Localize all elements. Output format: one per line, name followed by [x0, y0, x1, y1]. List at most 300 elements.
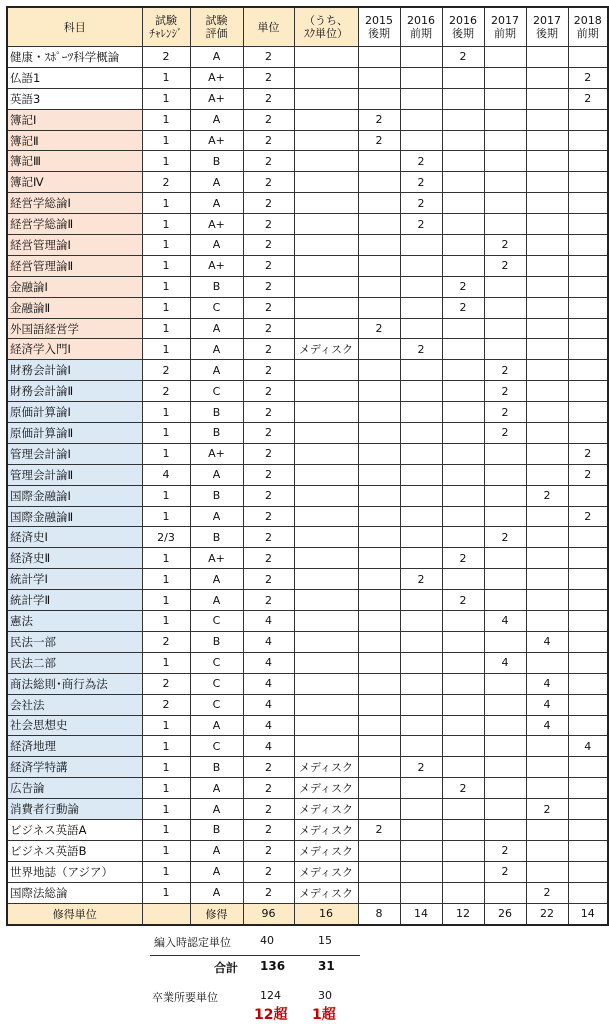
table-row [7, 548, 608, 569]
schooling-cell [294, 276, 358, 297]
table-row [7, 506, 608, 527]
term-credit-cell [484, 631, 526, 652]
challenge-cell: 2 [142, 631, 190, 652]
subject-cell: 経営管理論Ⅰ [7, 235, 142, 256]
term-credit-cell: 4 [526, 715, 568, 736]
term-credit-cell [400, 840, 442, 861]
term-credit-cell [526, 67, 568, 88]
challenge-cell: 1 [142, 715, 190, 736]
term-credit-cell [526, 109, 568, 130]
schooling-cell [294, 214, 358, 235]
table-row [7, 423, 608, 444]
schooling-cell [294, 151, 358, 172]
subject-cell: 仏語1 [7, 67, 142, 88]
challenge-cell: 2 [142, 381, 190, 402]
credits-cell: 2 [243, 819, 294, 840]
table-row [7, 673, 608, 694]
credits-cell: 2 [243, 339, 294, 360]
term-credit-cell [442, 715, 484, 736]
credits-cell: 2 [243, 151, 294, 172]
term-credit-cell [526, 151, 568, 172]
transfer-row [140, 934, 370, 952]
term-credit-cell [568, 172, 608, 193]
subject-cell: 経済学特講 [7, 757, 142, 778]
term-credit-cell: 2 [442, 297, 484, 318]
table-row [7, 255, 608, 276]
subject-cell: ビジネス英語B [7, 840, 142, 861]
term-credit-cell: 4 [526, 673, 568, 694]
subject-cell: 経営学総論Ⅰ [7, 193, 142, 214]
challenge-cell: 1 [142, 882, 190, 903]
term-credit-cell [442, 611, 484, 632]
term-credit-cell [358, 694, 400, 715]
term-credit-cell [568, 652, 608, 673]
schooling-cell [294, 673, 358, 694]
term-credit-cell: 2 [442, 548, 484, 569]
eval-cell: B [190, 631, 243, 652]
schooling-cell [294, 485, 358, 506]
eval-cell: B [190, 151, 243, 172]
term-credit-cell [484, 569, 526, 590]
term-credit-cell [400, 423, 442, 444]
credits-cell: 2 [243, 67, 294, 88]
term-credit-cell [442, 255, 484, 276]
subject-cell: 財務会計論Ⅱ [7, 381, 142, 402]
term-credit-cell: 2 [400, 757, 442, 778]
credits-cell: 2 [243, 423, 294, 444]
term-credit-cell: 2 [442, 47, 484, 68]
eval-cell: B [190, 819, 243, 840]
eval-cell: A+ [190, 255, 243, 276]
term-credit-cell [442, 464, 484, 485]
term-credit-cell [358, 673, 400, 694]
term-credit-cell [526, 130, 568, 151]
subject-cell: 経済地理 [7, 736, 142, 757]
term-credit-cell [400, 402, 442, 423]
term-credit-cell: 2 [568, 88, 608, 109]
header-eval: 試験 評価 [190, 7, 243, 47]
term-credit-cell [526, 819, 568, 840]
term-credit-cell [442, 819, 484, 840]
required-schooling: 30 [318, 989, 332, 1002]
term-credit-cell [358, 255, 400, 276]
term-credit-cell [442, 109, 484, 130]
term-credit-cell [526, 778, 568, 799]
term-credit-cell [442, 882, 484, 903]
term-credit-cell [442, 402, 484, 423]
credits-cell: 4 [243, 694, 294, 715]
term-credit-cell [400, 47, 442, 68]
subject-cell: 原価計算論Ⅰ [7, 402, 142, 423]
table-row [7, 360, 608, 381]
term-credit-cell: 2 [568, 464, 608, 485]
challenge-cell: 2 [142, 673, 190, 694]
term-credit-cell: 2 [400, 569, 442, 590]
term-credit-cell [526, 569, 568, 590]
term-credit-cell [400, 861, 442, 882]
challenge-cell: 1 [142, 611, 190, 632]
term-credit-cell [568, 214, 608, 235]
term-credit-cell [442, 318, 484, 339]
total-schooling-credits: 16 [294, 903, 358, 925]
challenge-cell: 1 [142, 214, 190, 235]
eval-cell: A [190, 464, 243, 485]
term-credit-cell [400, 590, 442, 611]
term-credit-cell [484, 506, 526, 527]
term-credit-cell [484, 151, 526, 172]
term-credit-cell [526, 402, 568, 423]
term-credit-cell [400, 297, 442, 318]
term-credit-cell [484, 443, 526, 464]
term-credit-cell [484, 485, 526, 506]
table-row [7, 631, 608, 652]
sum-schooling: 31 [318, 959, 335, 973]
header-term: 2017 前期 [484, 7, 526, 47]
eval-cell: C [190, 652, 243, 673]
table-row [7, 736, 608, 757]
challenge-cell: 1 [142, 652, 190, 673]
term-credit-cell [400, 88, 442, 109]
term-credit-cell [484, 276, 526, 297]
credits-cell: 2 [243, 255, 294, 276]
total-challenge [142, 903, 190, 925]
credits-cell: 2 [243, 193, 294, 214]
header-credits: 単位 [243, 7, 294, 47]
term-credit-cell [358, 339, 400, 360]
term-credit-cell: 2 [484, 402, 526, 423]
credits-cell: 2 [243, 799, 294, 820]
excess-row [140, 1004, 370, 1022]
term-credit-cell [568, 673, 608, 694]
term-credit-cell [358, 360, 400, 381]
table-row [7, 235, 608, 256]
term-credit-cell [400, 235, 442, 256]
credits-cell: 2 [243, 381, 294, 402]
credits-cell: 2 [243, 464, 294, 485]
term-credit-cell [526, 443, 568, 464]
term-credit-cell: 2 [442, 778, 484, 799]
header-term: 2016 後期 [442, 7, 484, 47]
term-credit-cell [400, 464, 442, 485]
challenge-cell: 1 [142, 402, 190, 423]
eval-cell: A+ [190, 130, 243, 151]
term-credit-cell [484, 297, 526, 318]
term-credit-cell [442, 485, 484, 506]
credits-cell: 2 [243, 443, 294, 464]
challenge-cell: 2/3 [142, 527, 190, 548]
term-credit-cell [442, 88, 484, 109]
challenge-cell: 1 [142, 297, 190, 318]
challenge-cell: 1 [142, 235, 190, 256]
subject-cell: 簿記Ⅳ [7, 172, 142, 193]
transfer-label: 編入時認定単位 [154, 936, 231, 949]
term-credit-cell [358, 861, 400, 882]
eval-cell: B [190, 757, 243, 778]
term-credit-cell [526, 590, 568, 611]
credits-cell: 4 [243, 673, 294, 694]
table-row [7, 297, 608, 318]
term-credit-cell: 2 [484, 360, 526, 381]
term-credit-cell [526, 318, 568, 339]
eval-cell: A [190, 840, 243, 861]
credits-cell: 2 [243, 276, 294, 297]
term-credit-cell [442, 861, 484, 882]
table-row [7, 318, 608, 339]
subject-cell: 経営学総論Ⅱ [7, 214, 142, 235]
eval-cell: A [190, 339, 243, 360]
term-credit-cell [526, 172, 568, 193]
credits-cell: 2 [243, 861, 294, 882]
term-credit-cell [442, 235, 484, 256]
term-credit-cell [400, 381, 442, 402]
header-term: 2016 前期 [400, 7, 442, 47]
summary-divider [150, 955, 360, 956]
term-credit-cell [442, 527, 484, 548]
schooling-cell: メディスク [294, 840, 358, 861]
eval-cell: A [190, 47, 243, 68]
challenge-cell: 1 [142, 255, 190, 276]
term-credit-cell [400, 611, 442, 632]
credits-cell: 4 [243, 611, 294, 632]
term-credit-cell: 2 [358, 318, 400, 339]
challenge-cell: 1 [142, 757, 190, 778]
term-credit-cell [400, 276, 442, 297]
term-credit-cell [358, 631, 400, 652]
term-credit-cell [568, 861, 608, 882]
schooling-cell [294, 381, 358, 402]
subject-cell: 統計学Ⅱ [7, 590, 142, 611]
total-term: 8 [358, 903, 400, 925]
subject-cell: 国際金融論Ⅰ [7, 485, 142, 506]
credits-cell: 2 [243, 402, 294, 423]
header-term: 2018 前期 [568, 7, 608, 47]
eval-cell: C [190, 611, 243, 632]
table-row [7, 443, 608, 464]
subject-cell: 経済学入門Ⅰ [7, 339, 142, 360]
term-credit-cell [358, 297, 400, 318]
schooling-cell [294, 318, 358, 339]
term-credit-cell [568, 840, 608, 861]
credits-cell: 2 [243, 882, 294, 903]
schooling-cell [294, 255, 358, 276]
term-credit-cell [526, 464, 568, 485]
term-credit-cell [568, 485, 608, 506]
schooling-cell [294, 506, 358, 527]
eval-cell: B [190, 423, 243, 444]
schooling-cell [294, 67, 358, 88]
credits-cell: 2 [243, 88, 294, 109]
term-credit-cell [484, 715, 526, 736]
table-row [7, 88, 608, 109]
term-credit-cell [358, 590, 400, 611]
eval-cell: A [190, 318, 243, 339]
term-credit-cell [568, 590, 608, 611]
term-credit-cell [568, 151, 608, 172]
table-row [7, 569, 608, 590]
eval-cell: C [190, 736, 243, 757]
credits-cell: 2 [243, 590, 294, 611]
term-credit-cell: 4 [526, 631, 568, 652]
term-credit-cell: 2 [358, 109, 400, 130]
subject-cell: 国際金融論Ⅱ [7, 506, 142, 527]
total-row [7, 903, 608, 925]
term-credit-cell [526, 360, 568, 381]
subject-cell: 世界地誌（アジア） [7, 861, 142, 882]
credits-cell: 4 [243, 715, 294, 736]
term-credit-cell [442, 443, 484, 464]
subject-cell: 簿記Ⅲ [7, 151, 142, 172]
term-credit-cell [358, 778, 400, 799]
term-credit-cell [484, 590, 526, 611]
term-credit-cell [526, 527, 568, 548]
subject-cell: 商法総則･商行為法 [7, 673, 142, 694]
challenge-cell: 1 [142, 861, 190, 882]
schooling-cell: メディスク [294, 799, 358, 820]
term-credit-cell [526, 506, 568, 527]
term-credit-cell [442, 736, 484, 757]
term-credit-cell: 4 [526, 694, 568, 715]
subject-cell: 管理会計論Ⅰ [7, 443, 142, 464]
credits-cell: 2 [243, 757, 294, 778]
term-credit-cell [358, 464, 400, 485]
schooling-cell [294, 652, 358, 673]
term-credit-cell [442, 339, 484, 360]
term-credit-cell [568, 882, 608, 903]
term-credit-cell: 2 [526, 485, 568, 506]
table-row [7, 882, 608, 903]
term-credit-cell: 2 [484, 381, 526, 402]
term-credit-cell [442, 193, 484, 214]
term-credit-cell [484, 130, 526, 151]
term-credit-cell: 2 [484, 255, 526, 276]
term-credit-cell: 2 [400, 151, 442, 172]
header-term: 2015 後期 [358, 7, 400, 47]
term-credit-cell [484, 172, 526, 193]
subject-cell: 消費者行動論 [7, 799, 142, 820]
eval-cell: A+ [190, 88, 243, 109]
term-credit-cell [400, 819, 442, 840]
eval-cell: A [190, 861, 243, 882]
schooling-cell [294, 569, 358, 590]
subject-cell: 原価計算論Ⅱ [7, 423, 142, 444]
schooling-cell [294, 297, 358, 318]
term-credit-cell [568, 109, 608, 130]
term-credit-cell [442, 757, 484, 778]
schooling-cell [294, 88, 358, 109]
schooling-cell [294, 47, 358, 68]
schooling-cell: メディスク [294, 882, 358, 903]
term-credit-cell [442, 172, 484, 193]
term-credit-cell [400, 799, 442, 820]
schooling-cell [294, 402, 358, 423]
term-credit-cell [400, 694, 442, 715]
challenge-cell: 1 [142, 193, 190, 214]
term-credit-cell: 2 [400, 214, 442, 235]
term-credit-cell [400, 778, 442, 799]
term-credit-cell [358, 715, 400, 736]
credits-cell: 2 [243, 47, 294, 68]
term-credit-cell [358, 548, 400, 569]
challenge-cell: 1 [142, 339, 190, 360]
credits-cell: 2 [243, 485, 294, 506]
term-credit-cell [484, 318, 526, 339]
eval-cell: A [190, 193, 243, 214]
term-credit-cell [400, 109, 442, 130]
subject-cell: 統計学Ⅰ [7, 569, 142, 590]
term-credit-cell [358, 506, 400, 527]
subject-cell: 英語3 [7, 88, 142, 109]
schooling-cell [294, 443, 358, 464]
subject-cell: 簿記Ⅱ [7, 130, 142, 151]
table-row [7, 339, 608, 360]
term-credit-cell [442, 840, 484, 861]
term-credit-cell [484, 193, 526, 214]
term-credit-cell [400, 360, 442, 381]
term-credit-cell [484, 736, 526, 757]
subject-cell: 経済史Ⅱ [7, 548, 142, 569]
table-row [7, 67, 608, 88]
term-credit-cell [526, 297, 568, 318]
schooling-cell [294, 736, 358, 757]
term-credit-cell [400, 548, 442, 569]
subject-cell: 民法二部 [7, 652, 142, 673]
schooling-cell [294, 109, 358, 130]
term-credit-cell: 2 [568, 506, 608, 527]
eval-cell: A+ [190, 548, 243, 569]
table-row [7, 276, 608, 297]
schooling-cell: メディスク [294, 339, 358, 360]
challenge-cell: 1 [142, 276, 190, 297]
header-subject: 科目 [7, 7, 142, 47]
challenge-cell: 2 [142, 694, 190, 715]
eval-cell: A [190, 109, 243, 130]
subject-cell: 憲法 [7, 611, 142, 632]
subject-cell: 民法一部 [7, 631, 142, 652]
subject-cell: 広告論 [7, 778, 142, 799]
table-row [7, 799, 608, 820]
total-term: 12 [442, 903, 484, 925]
term-credit-cell [568, 47, 608, 68]
table-row [7, 109, 608, 130]
term-credit-cell [358, 151, 400, 172]
challenge-cell: 4 [142, 464, 190, 485]
challenge-cell: 2 [142, 360, 190, 381]
total-credits: 96 [243, 903, 294, 925]
eval-cell: A [190, 590, 243, 611]
credits-cell: 2 [243, 172, 294, 193]
term-credit-cell: 2 [442, 276, 484, 297]
term-credit-cell [526, 757, 568, 778]
credits-cell: 2 [243, 109, 294, 130]
schooling-cell [294, 715, 358, 736]
schooling-cell [294, 590, 358, 611]
term-credit-cell [568, 694, 608, 715]
term-credit-cell [568, 715, 608, 736]
term-credit-cell [484, 882, 526, 903]
term-credit-cell [400, 443, 442, 464]
term-credit-cell: 2 [484, 235, 526, 256]
eval-cell: B [190, 485, 243, 506]
term-credit-cell [442, 423, 484, 444]
eval-cell: C [190, 297, 243, 318]
eval-cell: B [190, 276, 243, 297]
term-credit-cell [568, 799, 608, 820]
credits-cell: 4 [243, 631, 294, 652]
term-credit-cell [484, 88, 526, 109]
table-row [7, 402, 608, 423]
term-credit-cell [442, 360, 484, 381]
table-row [7, 778, 608, 799]
